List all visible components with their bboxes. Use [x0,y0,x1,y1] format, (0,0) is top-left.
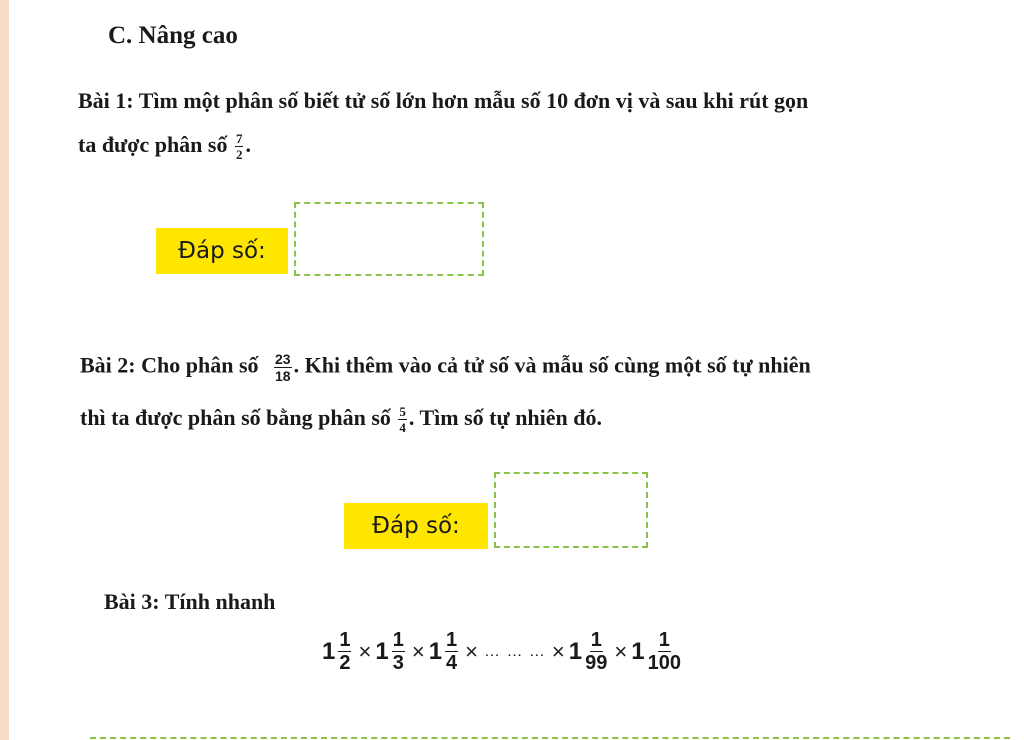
times-sign: × [465,638,479,664]
fraction-numerator: 5 [399,404,406,420]
bai1-fraction [235,132,244,161]
bai1-line2-prefix: ta được phân số [78,132,228,157]
fraction-numerator: 23 [275,351,291,367]
bai1-answer-box[interactable] [294,202,484,276]
fraction-numerator: 1 [446,629,458,651]
bai2-line1-suffix: . Khi thêm vào cả tử số và mẫu số cùng một số tự nhiên [293,352,811,378]
term-fraction [445,630,458,673]
page-edge-bar [0,0,9,740]
bai2-answer-label: Đáp số: [344,503,488,549]
fraction-denominator: 3 [392,652,404,674]
term-whole: 1 [375,637,389,665]
fraction-denominator: 4 [446,652,458,674]
bai1-line2 [78,132,251,161]
bai2-line2-prefix: thì ta được phân số bằng phân số [80,405,391,430]
times-sign: × [358,638,372,664]
fraction-numerator: 7 [235,131,243,147]
bai3-formula [322,630,684,673]
section-title: C. Nâng cao [108,22,238,49]
fraction-denominator: 99 [585,652,608,674]
ellipsis: … … … [484,642,546,660]
fraction-numerator: 1 [392,629,404,651]
term-whole: 1 [322,637,336,665]
bai1-line2-suffix: . [245,132,251,157]
bai1-answer-label: Đáp số: [156,228,288,274]
fraction-denominator: 18 [275,368,291,384]
fraction-denominator: 4 [399,420,406,436]
bai3-title: Bài 3: Tính nhanh [104,589,276,614]
term-fraction [338,630,351,673]
term-whole: 1 [568,637,583,665]
times-sign: × [411,638,425,664]
bai2-line2 [80,405,602,434]
fraction-denominator: 2 [235,147,243,163]
fraction-numerator: 1 [658,629,670,651]
term-whole: 1 [428,637,443,665]
term-fraction [585,630,607,673]
term-fraction [392,630,405,673]
fraction-denominator: 2 [339,652,351,674]
bai2-line1 [80,352,811,383]
fraction-numerator: 1 [339,629,351,651]
bai2-line1-prefix: Bài 2: Cho phân số [80,352,259,378]
bai1-line1: Bài 1: Tìm một phân số biết tử số lớn hơn mẫu số 10 đơn vị và sau khi rút gọn [78,88,809,113]
bai2-fraction-2 [398,405,407,434]
bai2-fraction-1 [274,352,292,383]
bottom-dashed-divider [90,737,1010,739]
fraction-denominator: 100 [647,652,681,674]
bai2-line2-suffix: . Tìm số tự nhiên đó. [408,405,603,430]
times-sign: × [551,638,565,664]
term-whole: 1 [631,637,645,665]
bai2-answer-box[interactable] [494,472,648,548]
times-sign: × [614,638,628,664]
term-fraction [648,630,681,673]
fraction-numerator: 1 [590,629,602,651]
